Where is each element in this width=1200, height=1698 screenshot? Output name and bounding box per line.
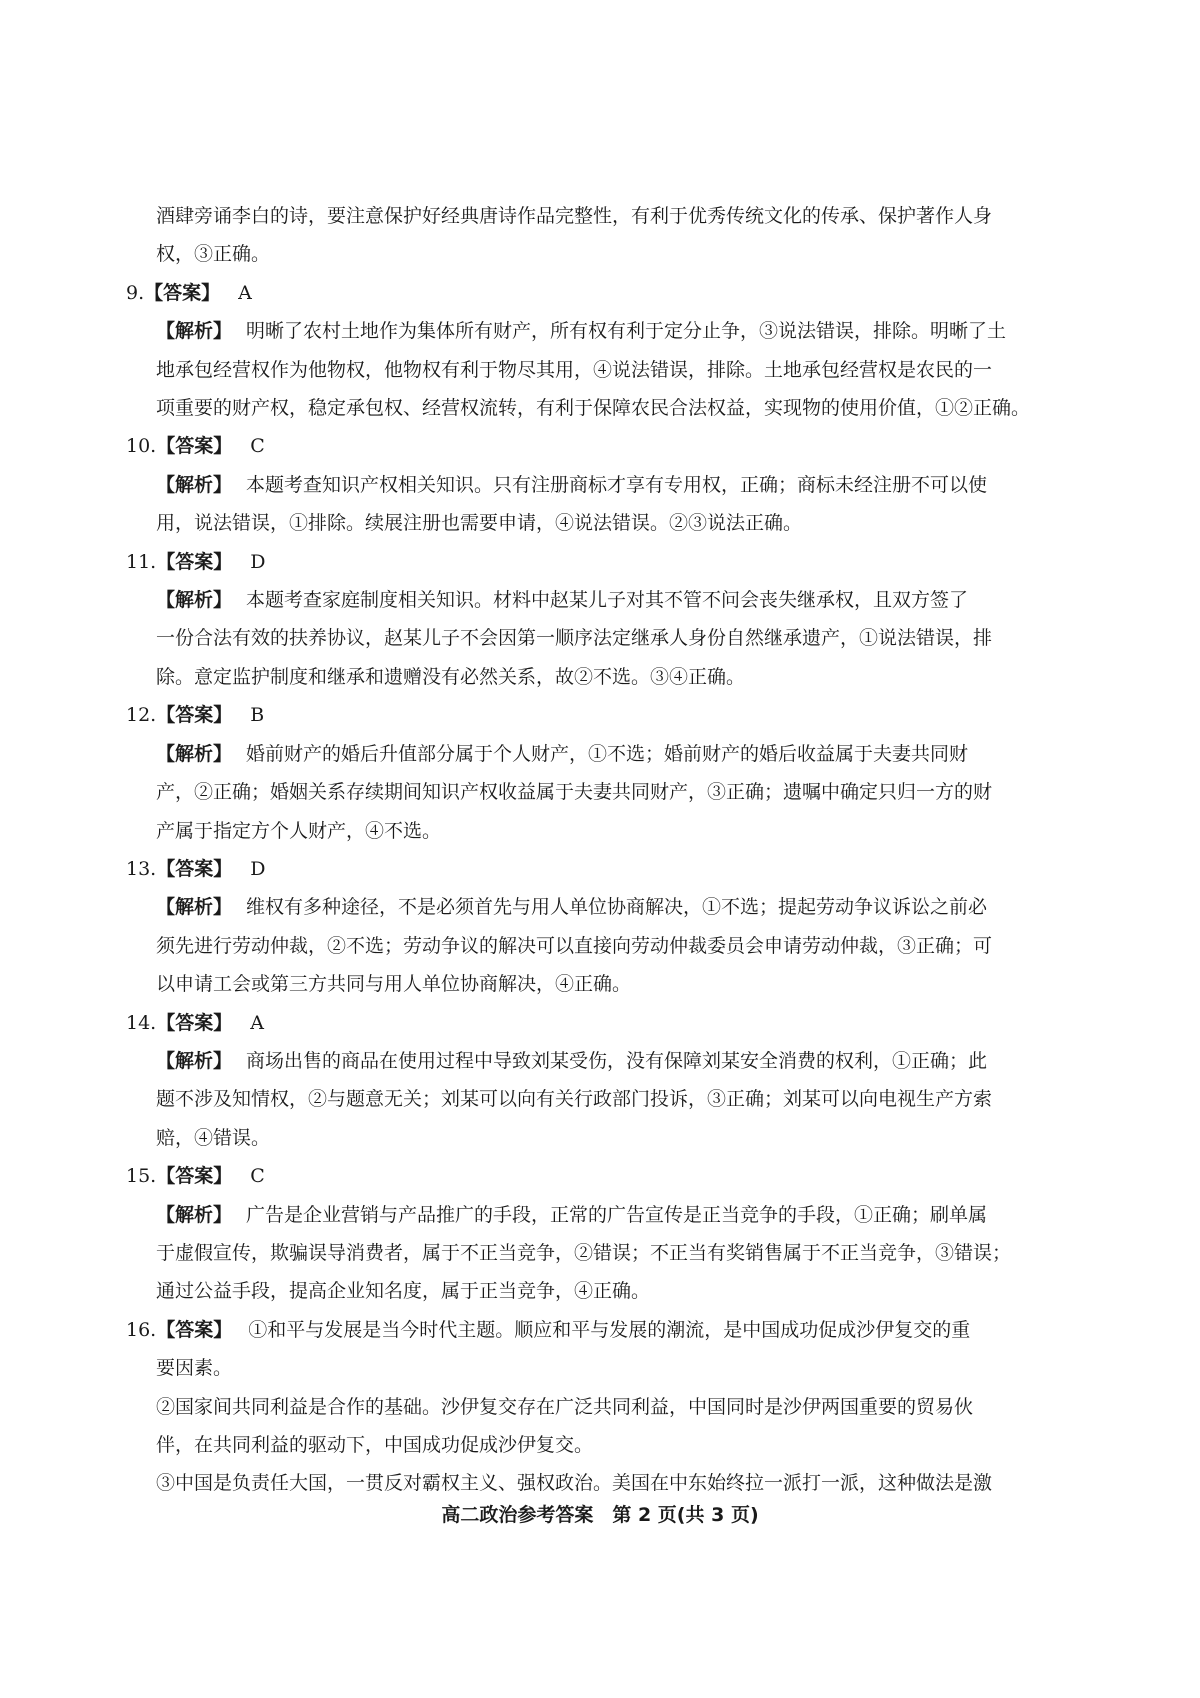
answer-item: [126, 427, 1074, 542]
analysis-line: [126, 888, 1074, 926]
analysis-text: 本题考查家庭制度相关知识。材料中赵某儿子对其不管不问会丧失继承权，且双方签了: [246, 589, 969, 612]
analysis-line: 于虚假宣传，欺骗误导消费者，属于不正当竞争，②错误；不正当有奖销售属于不正当竞争，③错误；: [156, 1241, 1012, 1264]
answer-value: A: [250, 1011, 264, 1034]
analysis-line: [126, 1196, 1074, 1234]
question-number: 14.: [126, 1011, 157, 1034]
answer-item: [126, 274, 1074, 428]
analysis-tag: 【解析】: [156, 320, 233, 343]
analysis-line: [126, 312, 1074, 350]
question-number: 15.: [126, 1165, 157, 1188]
question-number: 13.: [126, 857, 157, 880]
answer-tag: 【答案】: [144, 281, 221, 304]
answer-header: [126, 427, 1074, 465]
answer-header: [126, 1004, 1074, 1042]
answer-item: [126, 1157, 1074, 1311]
answer-tag: 【答案】: [156, 550, 233, 573]
document-body: [126, 197, 1074, 1503]
analysis-tag: 【解析】: [156, 742, 233, 765]
q16-line-2: 要因素。: [156, 1357, 233, 1380]
answer-tag: 【答案】: [156, 1318, 233, 1341]
q16-line-1: ①和平与发展是当今时代主题。顺应和平与发展的潮流，是中国成功促成沙伊复交的重: [248, 1318, 971, 1341]
answer-header: [126, 1157, 1074, 1195]
answer-header: [126, 274, 1074, 312]
analysis-line: 地承包经营权作为他物权，他物权有利于物尽其用，④说法错误，排除。土地承包经营权是农民的一: [156, 358, 993, 381]
q16-header: [126, 1311, 1074, 1349]
answer-value: C: [250, 1165, 265, 1188]
analysis-line: 以申请工会或第三方共同与用人单位协商解决，④正确。: [156, 973, 632, 996]
analysis-line: [126, 1042, 1074, 1080]
analysis-line: [126, 581, 1074, 619]
analysis-text: 商场出售的商品在使用过程中导致刘某受伤，没有保障刘某安全消费的权利，①正确；此: [246, 1049, 988, 1072]
answer-header: [126, 696, 1074, 734]
analysis-line: 须先进行劳动仲裁，②不选；劳动争议的解决可以直接向劳动仲裁委员会申请劳动仲裁，③正确；可: [156, 934, 993, 957]
q16-line-3: ②国家间共同利益是合作的基础。沙伊复交存在广泛共同利益，中国同时是沙伊两国重要的贸易伙: [156, 1395, 974, 1418]
answer-tag: 【答案】: [156, 1011, 233, 1034]
answer-value: B: [250, 704, 265, 727]
q16-block: [126, 1311, 1074, 1503]
answer-item: [126, 543, 1074, 697]
analysis-line: [126, 735, 1074, 773]
answer-header: [126, 543, 1074, 581]
answer-tag: 【答案】: [156, 857, 233, 880]
question-number: 11.: [126, 550, 157, 573]
q16-line-4: 伴，在共同利益的驱动下，中国成功促成沙伊复交。: [156, 1434, 594, 1456]
analysis-line: 产，②正确；婚姻关系存续期间知识产权收益属于夫妻共同财产，③正确；遗嘱中确定只归一方的财: [156, 781, 993, 804]
analysis-line: 题不涉及知情权，②与题意无关；刘某可以向有关行政部门投诉，③正确；刘某可以向电视生产方索: [156, 1088, 993, 1111]
analysis-line: 通过公益手段，提高企业知名度，属于正当竞争，④正确。: [156, 1280, 651, 1303]
answer-tag: 【答案】: [156, 1165, 233, 1188]
analysis-tag: 【解析】: [156, 896, 233, 919]
answer-item: [126, 1004, 1074, 1158]
analysis-line: 一份合法有效的扶养协议，赵某儿子不会因第一顺序法定继承人身份自然继承遗产，①说法错误，排: [156, 627, 993, 650]
intro-line-1: 酒肆旁诵李白的诗，要注意保护好经典唐诗作品完整性，有利于优秀传统文化的传承、保护著作人身: [156, 205, 993, 227]
analysis-line: 除。意定监护制度和继承和遗赠没有必然关系，故②不选。③④正确。: [156, 665, 746, 688]
answer-header: [126, 850, 1074, 888]
analysis-line: [126, 466, 1074, 504]
answer-value: C: [250, 435, 265, 458]
answer-value: A: [238, 281, 252, 304]
analysis-line: 用，说法错误，①排除。续展注册也需要申请，④说法错误。②③说法正确。: [156, 512, 803, 535]
page-footer: 高二政治参考答案 第 2 页(共 3 页): [441, 1504, 759, 1526]
question-number: 10.: [126, 435, 157, 458]
analysis-line: 项重要的财产权，稳定承包权、经营权流转，有利于保障农民合法权益，实现物的使用价值，①②正确。: [156, 397, 1031, 420]
answer-list: [126, 274, 1074, 1311]
answer-tag: 【答案】: [156, 435, 233, 458]
analysis-line: 赔，④错误。: [156, 1126, 271, 1149]
q16-line-5: ③中国是负责任大国，一贯反对霸权主义、强权政治。美国在中东始终拉一派打一派，这种做法是激: [156, 1472, 993, 1495]
analysis-text: 本题考查知识产权相关知识。只有注册商标才享有专用权，正确；商标未经注册不可以使: [246, 473, 988, 496]
analysis-tag: 【解析】: [156, 473, 233, 496]
analysis-text: 明晰了农村土地作为集体所有财产，所有权有利于定分止争，③说法错误，排除。明晰了土: [246, 320, 1007, 343]
answer-tag: 【答案】: [156, 704, 233, 727]
answer-item: [126, 696, 1074, 850]
analysis-text: 维权有多种途径，不是必须首先与用人单位协商解决，①不选；提起劳动争议诉讼之前必: [246, 896, 988, 919]
answer-value: D: [250, 857, 266, 880]
question-number: 9.: [126, 281, 145, 304]
intro-line-2: 权，③正确。: [156, 243, 271, 266]
question-number: 16.: [126, 1318, 157, 1341]
question-number: 12.: [126, 704, 157, 727]
answer-item: [126, 850, 1074, 1004]
analysis-line: 产属于指定方个人财产，④不选。: [156, 819, 442, 842]
analysis-tag: 【解析】: [156, 1049, 233, 1072]
analysis-text: 婚前财产的婚后升值部分属于个人财产，①不选；婚前财产的婚后收益属于夫妻共同财: [246, 742, 969, 765]
analysis-tag: 【解析】: [156, 1203, 233, 1226]
analysis-tag: 【解析】: [156, 589, 233, 612]
analysis-text: 广告是企业营销与产品推广的手段，正常的广告宣传是正当竞争的手段，①正确；刷单属: [246, 1203, 988, 1226]
answer-value: D: [250, 550, 266, 573]
